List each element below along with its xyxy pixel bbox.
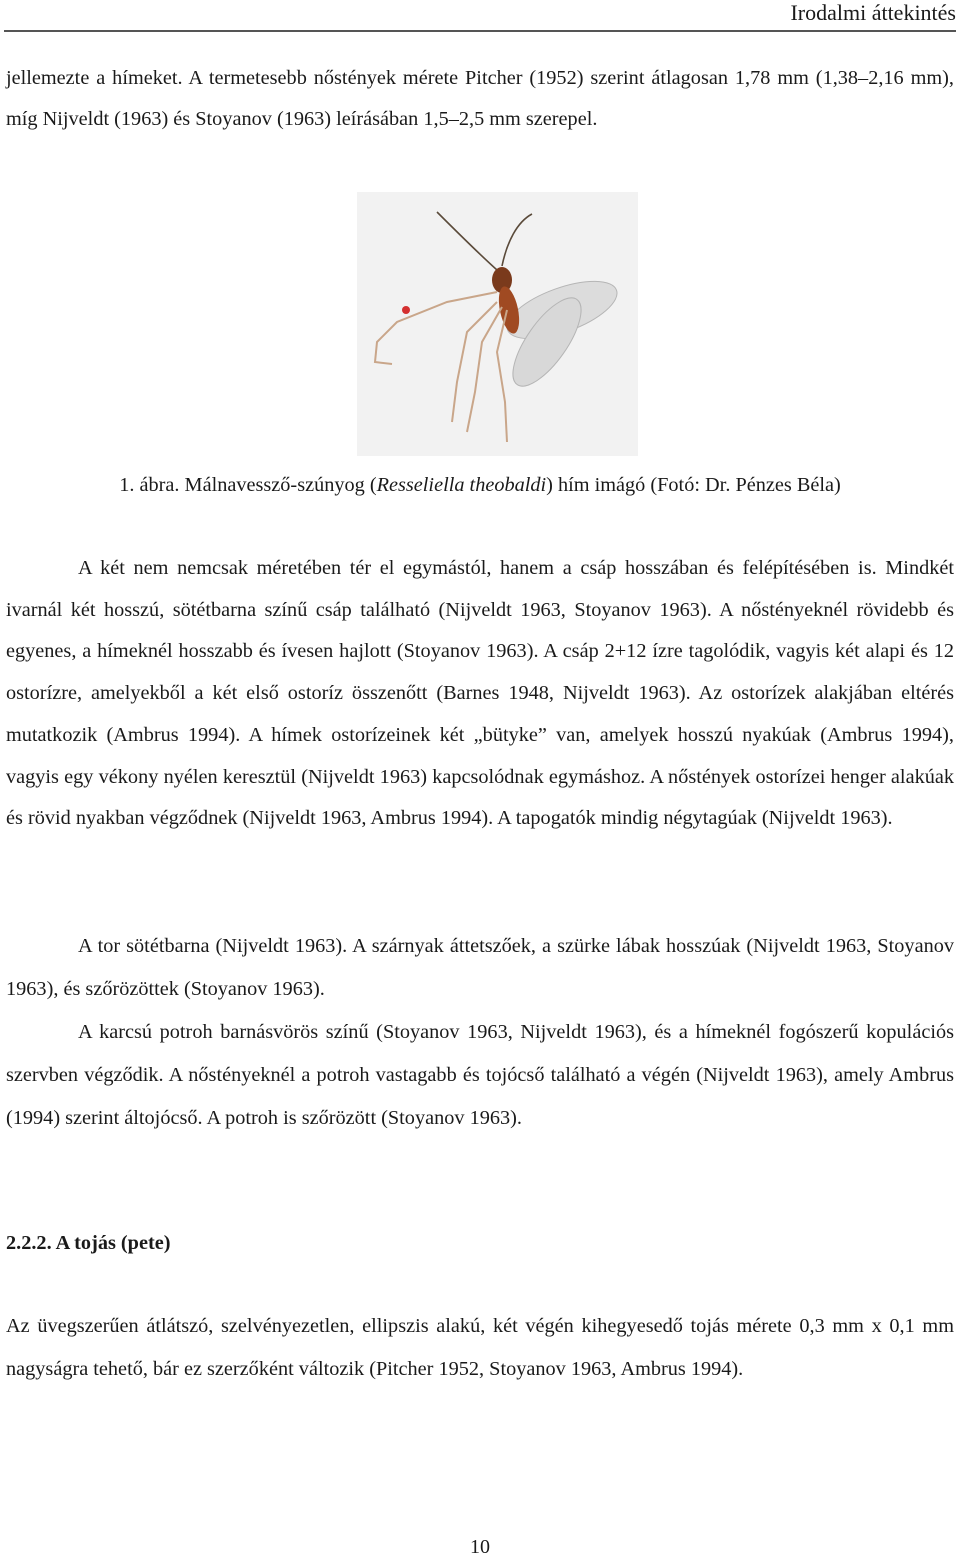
caption-species: Resseliella theobaldi <box>376 474 547 496</box>
paragraph-antennae: A két nem nemcsak méretében tér el egymástól, hanem a csáp hosszában és felépítésében is. Mindkét ivarnál két hosszú, sötétbarna színű csáp található (Nijveldt 1963, Stoyanov 1963). A nőstényeknél rövidebb és egyenes, a hímeknél hosszabb és ívesen hajlott (Stoyanov 1963). A csáp 2+12 ízre tagolódik, vagyis két alapi és 12 ostorízre, amelyekből a két első ostoríz összenőtt (Barnes 1948, Nijveldt 1963). Az ostorízek alakjában eltérés mutatkozik (Ambrus 1994). A hímek ostorízeinek két „bütyke” van, amelyek hosszú nyakúak (Ambrus 1994), vagyis egy vékony nyélen keresztül (Nijveldt 1963) kapcsolódnak egymáshoz. A nőstények ostorízei henger alakúak és rövid nyakban végződnek (Nijveldt 1963, Ambrus 1994). A tapogatók mindig négytagúak (Nijveldt 1963). <box>6 557 954 830</box>
paragraph-thorax: A tor sötétbarna (Nijveldt 1963). A szárnyak áttetszőek, a szürke lábak hosszúak (Nijveldt 1963, Stoyanov 1963), és szőrözöttek (Stoyanov 1963). <box>6 935 954 1000</box>
section-heading: 2.2.2. A tojás (pete) <box>6 1232 171 1254</box>
caption-suffix: ) hím imágó (Fotó: Dr. Pénzes Béla) <box>546 474 841 496</box>
paragraph-abdomen: A karcsú potroh barnásvörös színű (Stoyanov 1963, Nijveldt 1963), és a hímeknél fogószerű kopulációs szervben végződik. A nőstényeknél a potroh vastagabb és tojócső található a végén (Nijveldt 1963), amely Ambrus (1994) szerint áltojócső. A potroh is szőrözött (Stoyanov 1963). <box>6 1021 954 1129</box>
page-number: 10 <box>470 1536 490 1558</box>
paragraph-egg: Az üvegszerűen átlátszó, szelvényezetlen, ellipszis alakú, két végén kihegyesedő tojás mérete 0,3 mm x 0,1 mm nagyságra tehető, bár ez szerzőként változik (Pitcher 1952, Stoyanov 1963, Ambrus 1994). <box>6 1315 954 1380</box>
figure-caption <box>0 472 960 498</box>
header-rule <box>4 30 956 32</box>
paragraph-intro: jellemezte a hímeket. A termetesebb nőstények mérete Pitcher (1952) szerint átlagosan 1,78 mm (1,38–2,16 mm), míg Nijveldt (1963) és Stoyanov (1963) leírásában 1,5–2,5 mm szerepel. <box>6 67 954 130</box>
running-header: Irodalmi áttekintés <box>790 0 956 25</box>
insect-photo <box>357 192 638 456</box>
caption-prefix: 1. ábra. Málnavessző-szúnyog ( <box>119 474 377 496</box>
